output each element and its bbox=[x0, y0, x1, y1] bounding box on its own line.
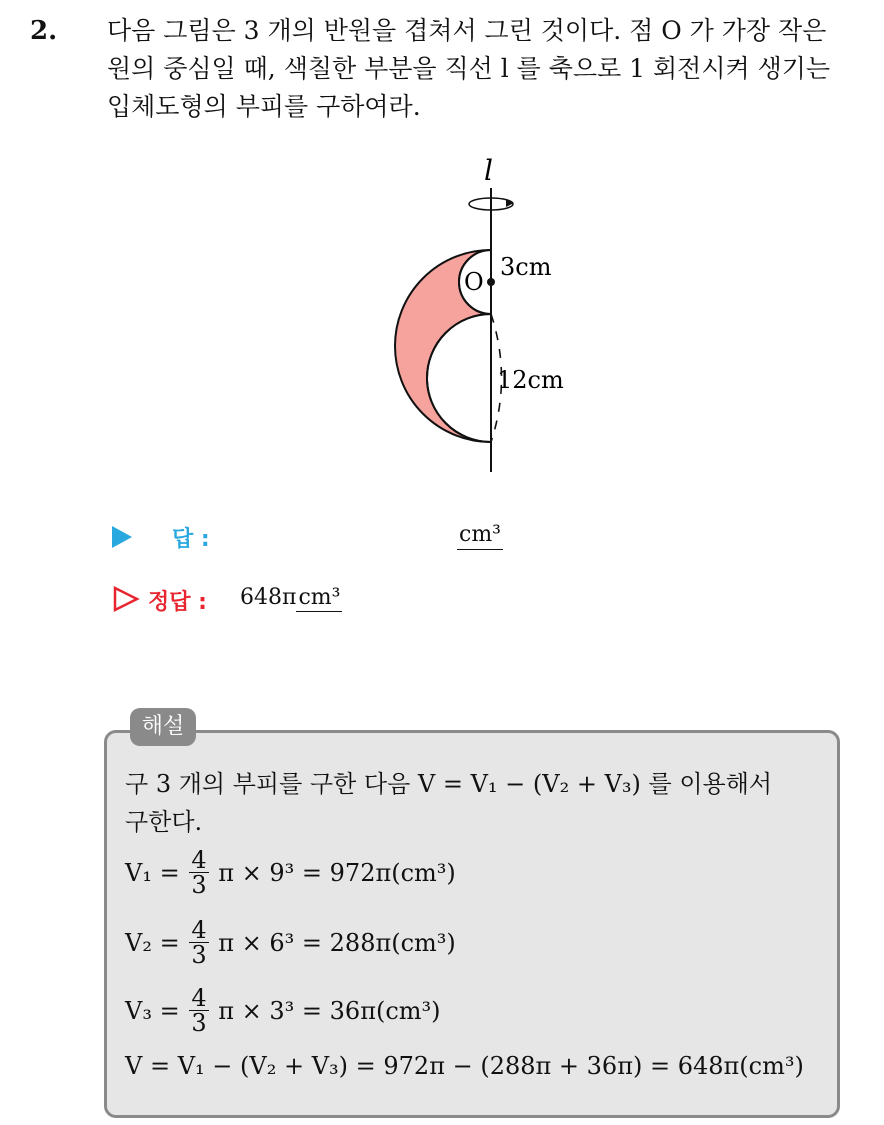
question-line-1: 다음 그림은 3 개의 반원을 겹쳐서 그린 것이다. 점 O 가 가장 작은 bbox=[107, 16, 827, 45]
correct-value-number: 648π bbox=[240, 585, 297, 610]
equation-v3 bbox=[125, 986, 441, 1046]
answer-row bbox=[112, 520, 532, 554]
question-number: 2. bbox=[30, 16, 58, 46]
correct-answer-label: 정답 : bbox=[148, 590, 207, 615]
eq2-lhs: V₂ = bbox=[125, 928, 180, 957]
correct-answer-row bbox=[112, 583, 532, 617]
eq3-den: 3 bbox=[191, 1009, 207, 1037]
eq1-rhs: π × 9³ = 972π(cm³) bbox=[218, 858, 456, 887]
question-line-2: 원의 중심일 때, 색칠한 부분을 직선 l 를 축으로 1 회전시켜 생기는 bbox=[107, 54, 831, 83]
radius-label: 3cm bbox=[500, 253, 552, 281]
center-point bbox=[487, 278, 495, 286]
eq3-rhs: π × 3³ = 36π(cm³) bbox=[218, 996, 441, 1025]
equation-v1 bbox=[125, 848, 456, 908]
eq2-den: 3 bbox=[191, 941, 207, 969]
eq2-num: 4 bbox=[191, 916, 207, 944]
semicircles-figure bbox=[380, 150, 600, 480]
final-equation: V = V₁ − (V₂ + V₃) = 972π − (288π + 36π) = 648π(cm³) bbox=[125, 1052, 804, 1080]
center-label: O bbox=[464, 268, 484, 296]
eq3-lhs: V₃ = bbox=[125, 996, 180, 1025]
axis-label: l bbox=[484, 154, 493, 187]
eq1-num: 4 bbox=[191, 846, 207, 874]
eq1-lhs: V₁ = bbox=[125, 858, 180, 887]
solution-line-2: 구한다. bbox=[125, 808, 203, 836]
hollow-triangle-icon bbox=[112, 585, 140, 613]
answer-label: 답 : bbox=[172, 527, 210, 552]
solution-tag: 해설 bbox=[130, 708, 196, 746]
correct-value-unit: cm³ bbox=[298, 585, 341, 610]
answer-blank[interactable]: cm³ bbox=[457, 522, 503, 550]
eq1-den: 3 bbox=[191, 871, 207, 899]
eq2-rhs: π × 6³ = 288π(cm³) bbox=[218, 928, 456, 957]
solution-intro bbox=[125, 765, 825, 841]
solution-line-1: 구 3 개의 부피를 구한 다음 V = V₁ − (V₂ + V₃) 를 이용해서 bbox=[125, 770, 773, 798]
question-line-3: 입체도형의 부피를 구하여라. bbox=[107, 92, 421, 121]
eq3-num: 4 bbox=[191, 984, 207, 1012]
equation-v2 bbox=[125, 918, 456, 978]
eq2-fraction bbox=[189, 918, 208, 967]
eq3-fraction bbox=[189, 986, 208, 1035]
question-text bbox=[107, 12, 867, 126]
eq1-fraction bbox=[189, 848, 208, 897]
correct-answer-value bbox=[240, 585, 342, 611]
diameter-label: 12cm bbox=[497, 366, 564, 394]
triangle-bullet-icon bbox=[112, 526, 132, 548]
